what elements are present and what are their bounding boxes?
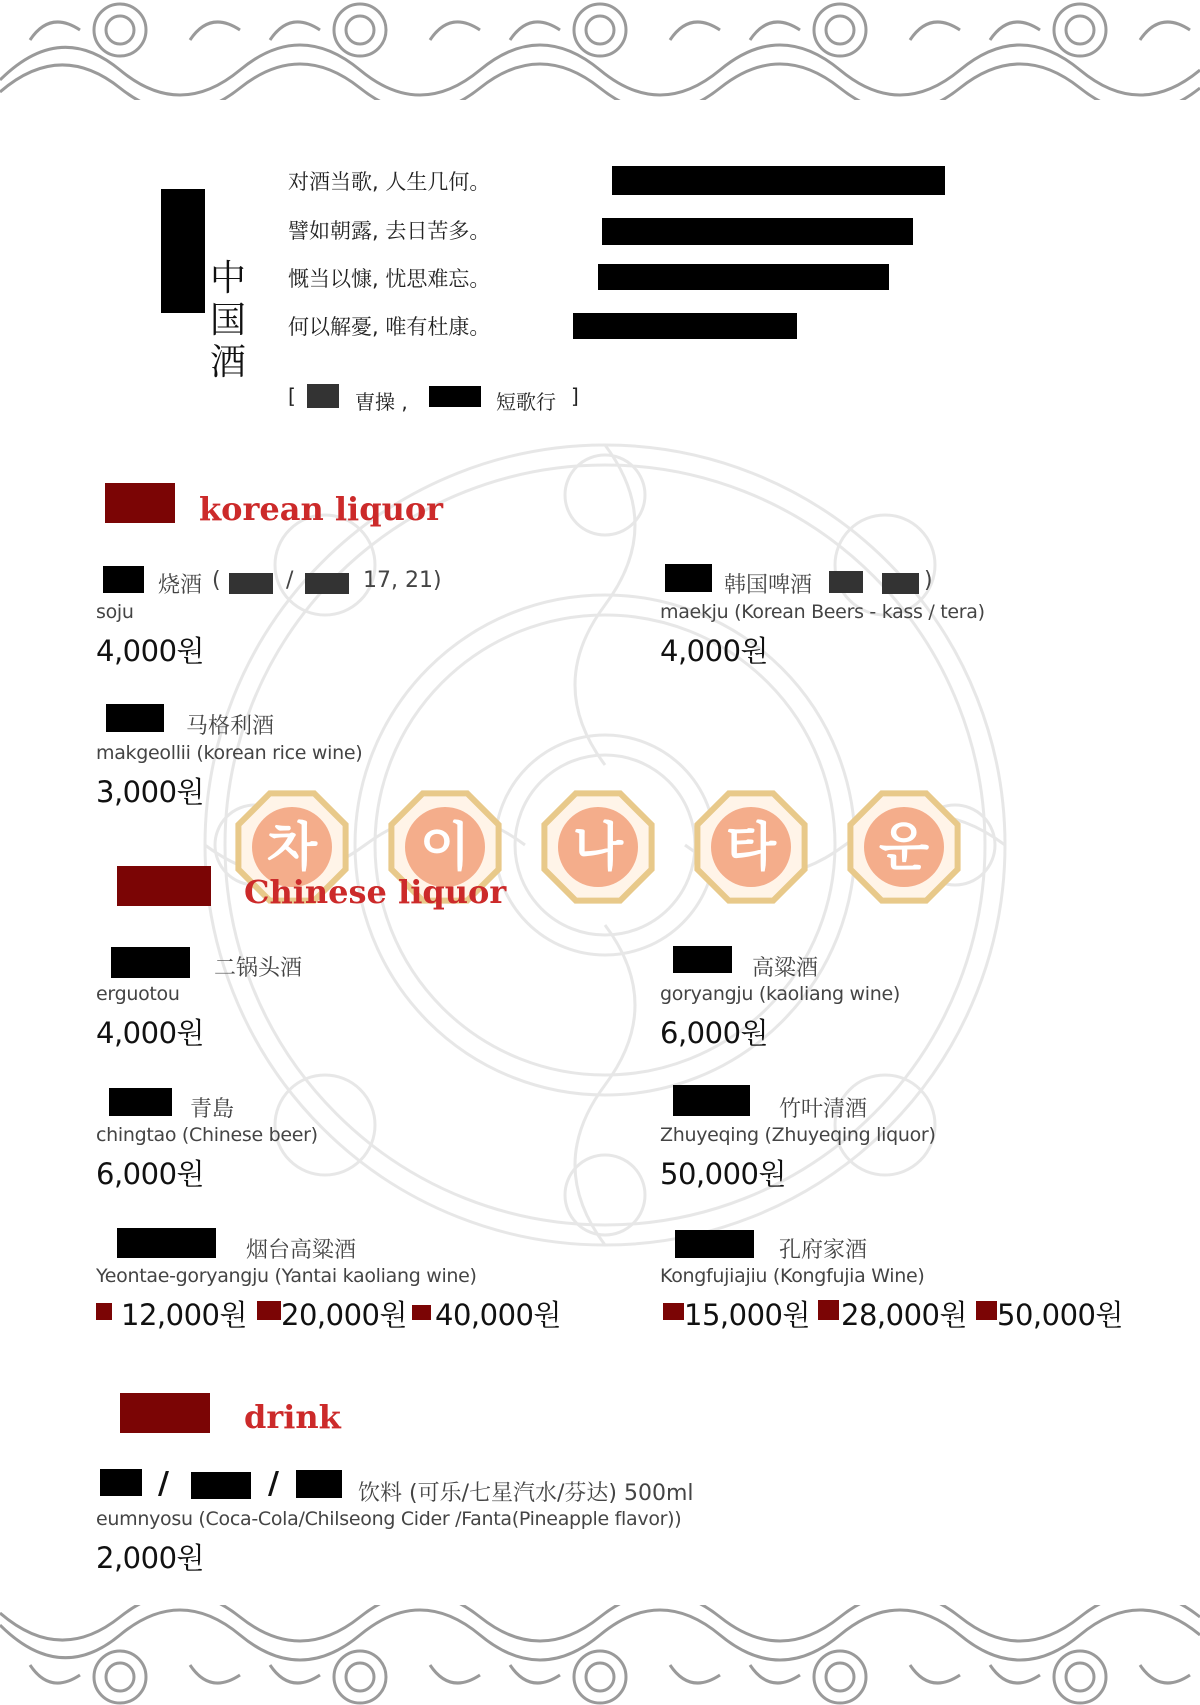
redacted-block xyxy=(412,1305,431,1320)
top-ornament-border xyxy=(0,0,1200,100)
item-cn-zhuyeqing: 竹叶清酒 xyxy=(779,1097,868,1122)
item-price-kongfujia-1: 15,000원 xyxy=(684,1298,810,1332)
item-cn-soju: 烧酒 xyxy=(158,573,203,598)
redacted-block xyxy=(161,189,205,313)
item-cn-extra: / xyxy=(286,568,294,593)
item-en-zhuyeqing: Zhuyeqing (Zhuyeqing liquor) xyxy=(660,1124,936,1146)
redacted-block xyxy=(106,704,164,732)
item-cn-makgeolli: 马格利酒 xyxy=(186,714,275,739)
redacted-block xyxy=(117,866,211,906)
item-price-kongfujia-3: 50,000원 xyxy=(997,1298,1123,1332)
redacted-block xyxy=(663,1303,684,1320)
redacted-block xyxy=(100,1469,142,1496)
ornament-scroll-icon xyxy=(0,1605,1200,1705)
item-price-yantai-2: 20,000원 xyxy=(281,1298,407,1332)
poem-line: 譬如朝露, 去日苦多。 xyxy=(288,219,491,243)
item-price-yantai-3: 40,000원 xyxy=(435,1298,561,1332)
item-cn-extra: ( xyxy=(212,568,221,593)
redacted-block xyxy=(829,571,863,593)
redacted-block xyxy=(673,1085,750,1116)
item-price-yantai-1: 12,000원 xyxy=(121,1298,247,1332)
redacted-block xyxy=(103,566,144,593)
item-price-drink: 2,000원 xyxy=(96,1541,205,1575)
item-cn-chingtao: 青島 xyxy=(190,1097,235,1122)
redacted-block xyxy=(257,1301,281,1320)
item-price-erguotou: 4,000원 xyxy=(96,1016,205,1050)
item-price-zhuyeqing: 50,000원 xyxy=(660,1157,786,1191)
redacted-block xyxy=(675,1230,754,1258)
item-cn-maekju: 韩国啤酒 xyxy=(724,573,813,598)
item-cn-goryangju: 高粱酒 xyxy=(752,956,819,981)
logo-letter: 차 xyxy=(266,818,318,878)
item-cn-kongfujia: 孔府家酒 xyxy=(779,1238,868,1263)
attribution-open: [ xyxy=(288,384,296,408)
item-price-maekju: 4,000원 xyxy=(660,634,769,668)
section-title-drink: drink xyxy=(244,1398,341,1436)
attribution-work: 短歌行 xyxy=(496,390,556,414)
logo-letter: 타 xyxy=(725,818,777,878)
logo-letter: 나 xyxy=(572,818,624,878)
drink-separator: / xyxy=(158,1466,169,1501)
item-price-kongfujia-2: 28,000원 xyxy=(841,1298,967,1332)
redacted-block xyxy=(602,218,913,245)
bottom-ornament-border xyxy=(0,1605,1200,1705)
title-char: 中 xyxy=(209,258,246,299)
item-cn-erguotou: 二锅头酒 xyxy=(214,956,303,981)
section-title-chinese: Chinese liquor xyxy=(244,873,507,911)
poem-line: 慨当以慷, 忧思难忘。 xyxy=(288,267,491,291)
title-char: 国 xyxy=(209,300,246,341)
redacted-block xyxy=(229,573,273,594)
item-en-maekju: maekju (Korean Beers - kass / tera) xyxy=(660,601,985,623)
redacted-block xyxy=(976,1301,997,1320)
redacted-block xyxy=(296,1470,342,1498)
item-price-chingtao: 6,000원 xyxy=(96,1157,205,1191)
redacted-block xyxy=(109,1088,172,1116)
redacted-block xyxy=(96,1303,112,1320)
section-title-korean: korean liquor xyxy=(199,490,444,528)
title-vertical xyxy=(206,258,250,384)
drink-separator: / xyxy=(268,1466,279,1501)
item-price-soju: 4,000원 xyxy=(96,634,205,668)
poem-line: 对酒当歌, 人生几何。 xyxy=(288,170,491,194)
redacted-block xyxy=(573,313,797,339)
item-en-drink: eumnyosu (Coca-Cola/Chilseong Cider /Fanta(Pineapple flavor)) xyxy=(96,1508,682,1530)
redacted-block xyxy=(111,947,190,978)
redacted-block xyxy=(120,1393,210,1433)
redacted-block xyxy=(598,264,889,290)
logo-letter: 운 xyxy=(878,818,930,878)
item-cn-extra: 17, 21) xyxy=(363,568,442,593)
redacted-block xyxy=(673,946,732,973)
item-en-yantai: Yeontae-goryangju (Yantai kaoliang wine) xyxy=(96,1265,477,1287)
poem-line: 何以解憂, 唯有杜康。 xyxy=(288,315,491,339)
item-en-goryangju: goryangju (kaoliang wine) xyxy=(660,983,901,1005)
item-en-soju: soju xyxy=(96,601,134,623)
item-cn-drink: 饮料 (可乐/七星汽水/芬达) 500ml xyxy=(358,1481,694,1506)
item-en-kongfujia: Kongfujiajiu (Kongfujia Wine) xyxy=(660,1265,925,1287)
redacted-block xyxy=(882,573,919,594)
item-price-makgeolli: 3,000원 xyxy=(96,775,205,809)
redacted-block xyxy=(191,1472,251,1499)
redacted-block xyxy=(429,386,481,407)
logo-letter: 이 xyxy=(419,818,471,878)
item-en-makgeolli: makgeollii (korean rice wine) xyxy=(96,742,363,764)
redacted-block xyxy=(818,1300,839,1320)
redacted-block xyxy=(665,564,712,592)
redacted-block xyxy=(612,166,945,195)
item-en-erguotou: erguotou xyxy=(96,983,180,1005)
redacted-block xyxy=(307,384,339,408)
item-price-goryangju: 6,000원 xyxy=(660,1016,769,1050)
attribution-close: ] xyxy=(571,384,579,408)
item-en-chingtao: chingtao (Chinese beer) xyxy=(96,1124,318,1146)
item-cn-yantai: 烟台高粱酒 xyxy=(246,1238,357,1263)
title-char: 酒 xyxy=(209,342,246,383)
attribution-author: 曺操 , xyxy=(355,390,408,414)
ornament-scroll-icon xyxy=(0,0,1200,100)
redacted-block xyxy=(105,483,175,523)
redacted-block xyxy=(305,573,349,594)
redacted-block xyxy=(117,1228,216,1258)
item-cn-extra: ) xyxy=(924,568,933,593)
